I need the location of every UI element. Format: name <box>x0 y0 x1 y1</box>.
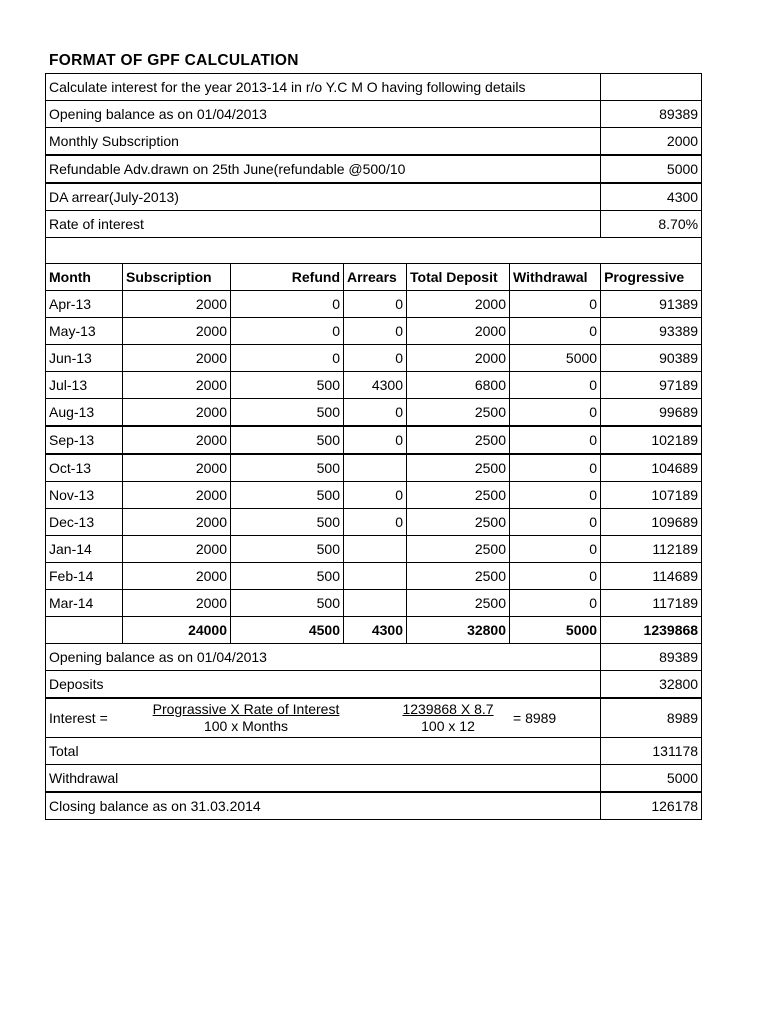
cell-progressive: 117189 <box>601 590 702 617</box>
cell-arrears: 0 <box>344 399 407 427</box>
cell-refund: 500 <box>231 536 344 563</box>
cell-refund: 500 <box>231 509 344 536</box>
cell-withdrawal: 0 <box>510 426 601 454</box>
totals-deposit: 32800 <box>407 617 510 644</box>
cell-progressive: 102189 <box>601 426 702 454</box>
cell-arrears <box>344 454 407 482</box>
cell-month: Feb-14 <box>46 563 123 590</box>
cell-month: Nov-13 <box>46 482 123 509</box>
totals-withdrawal: 5000 <box>510 617 601 644</box>
cell-progressive: 112189 <box>601 536 702 563</box>
cell-subscription: 2000 <box>123 482 231 509</box>
details-row <box>46 211 702 238</box>
details-label: Calculate interest for the year 2013-14 in r/o Y.C M O having following details <box>46 74 601 101</box>
interest-label: Interest = <box>49 710 108 726</box>
cell-refund: 500 <box>231 399 344 427</box>
totals-cell-month <box>46 617 123 644</box>
details-section <box>46 74 702 291</box>
header-month: Month <box>46 264 123 291</box>
summary-label: Deposits <box>46 671 601 699</box>
cell-progressive: 114689 <box>601 563 702 590</box>
cell-refund: 500 <box>231 372 344 399</box>
cell-total-deposit: 2500 <box>407 399 510 427</box>
details-label: Rate of interest <box>46 211 601 238</box>
table-row <box>46 590 702 617</box>
interest-formula-cell <box>46 698 601 738</box>
cell-arrears: 0 <box>344 318 407 345</box>
cell-arrears <box>344 590 407 617</box>
cell-arrears: 0 <box>344 345 407 372</box>
details-row <box>46 101 702 128</box>
table-row <box>46 536 702 563</box>
summary-value: 32800 <box>601 671 702 699</box>
cell-month: Dec-13 <box>46 509 123 536</box>
header-refund: Refund <box>231 264 344 291</box>
cell-refund: 500 <box>231 426 344 454</box>
cell-total-deposit: 2000 <box>407 318 510 345</box>
cell-subscription: 2000 <box>123 426 231 454</box>
cell-withdrawal: 0 <box>510 563 601 590</box>
cell-progressive: 107189 <box>601 482 702 509</box>
cell-withdrawal: 0 <box>510 399 601 427</box>
cell-month: Aug-13 <box>46 399 123 427</box>
totals-refund: 4500 <box>231 617 344 644</box>
cell-month: Jan-14 <box>46 536 123 563</box>
cell-subscription: 2000 <box>123 399 231 427</box>
details-value <box>601 74 702 101</box>
details-value: 2000 <box>601 128 702 156</box>
formula-denominator: 100 x Months <box>203 718 289 734</box>
calc-denominator: 100 x 12 <box>421 718 475 734</box>
table-row <box>46 399 702 427</box>
cell-arrears <box>344 536 407 563</box>
summary-row-closing <box>46 792 702 820</box>
cell-total-deposit: 2500 <box>407 454 510 482</box>
summary-value: 5000 <box>601 765 702 793</box>
calc-fraction <box>391 701 505 735</box>
spacer-row <box>46 238 702 264</box>
header-row <box>46 264 702 291</box>
details-label: Monthly Subscription <box>46 128 601 156</box>
cell-month: Mar-14 <box>46 590 123 617</box>
cell-total-deposit: 2500 <box>407 426 510 454</box>
spacer-cell <box>46 238 702 264</box>
cell-progressive: 109689 <box>601 509 702 536</box>
details-value: 4300 <box>601 183 702 211</box>
details-value: 89389 <box>601 101 702 128</box>
cell-subscription: 2000 <box>123 318 231 345</box>
cell-subscription: 2000 <box>123 536 231 563</box>
cell-withdrawal: 0 <box>510 318 601 345</box>
cell-arrears <box>344 563 407 590</box>
totals-progressive: 1239868 <box>601 617 702 644</box>
details-row <box>46 128 702 156</box>
cell-month: Jun-13 <box>46 345 123 372</box>
calc-result: = 8989 <box>513 710 557 726</box>
table-row <box>46 318 702 345</box>
cell-subscription: 2000 <box>123 454 231 482</box>
cell-refund: 500 <box>231 563 344 590</box>
summary-value: 89389 <box>601 644 702 671</box>
cell-subscription: 2000 <box>123 590 231 617</box>
cell-total-deposit: 2500 <box>407 590 510 617</box>
totals-subscription: 24000 <box>123 617 231 644</box>
cell-withdrawal: 0 <box>510 590 601 617</box>
table-row <box>46 509 702 536</box>
cell-arrears: 0 <box>344 509 407 536</box>
cell-withdrawal: 0 <box>510 372 601 399</box>
table-row <box>46 291 702 318</box>
calc-numerator: 1239868 X 8.7 <box>402 701 494 717</box>
table-row <box>46 482 702 509</box>
cell-progressive: 90389 <box>601 345 702 372</box>
cell-progressive: 91389 <box>601 291 702 318</box>
summary-row-deposits <box>46 671 702 699</box>
cell-progressive: 104689 <box>601 454 702 482</box>
summary-label: Closing balance as on 31.03.2014 <box>46 792 601 820</box>
cell-withdrawal: 0 <box>510 482 601 509</box>
cell-subscription: 2000 <box>123 509 231 536</box>
formula-numerator: Prograssive X Rate of Interest <box>152 701 340 717</box>
cell-total-deposit: 2500 <box>407 563 510 590</box>
cell-withdrawal: 0 <box>510 454 601 482</box>
cell-refund: 500 <box>231 482 344 509</box>
cell-total-deposit: 2500 <box>407 509 510 536</box>
summary-value: 131178 <box>601 738 702 765</box>
table-row <box>46 563 702 590</box>
cell-refund: 0 <box>231 318 344 345</box>
summary-label: Withdrawal <box>46 765 601 793</box>
cell-total-deposit: 2000 <box>407 345 510 372</box>
header-progressive: Progressive <box>601 264 702 291</box>
formula-fraction <box>141 701 351 735</box>
summary-row-withdrawal <box>46 765 702 793</box>
details-label: DA arrear(July-2013) <box>46 183 601 211</box>
cell-progressive: 97189 <box>601 372 702 399</box>
table-row <box>46 454 702 482</box>
totals-row <box>46 617 702 644</box>
details-value: 5000 <box>601 155 702 183</box>
cell-progressive: 93389 <box>601 318 702 345</box>
summary-label: Total <box>46 738 601 765</box>
cell-withdrawal: 0 <box>510 536 601 563</box>
summary-row-interest <box>46 698 702 738</box>
table-row <box>46 372 702 399</box>
cell-progressive: 99689 <box>601 399 702 427</box>
summary-section <box>46 617 702 820</box>
cell-refund: 0 <box>231 291 344 318</box>
details-value: 8.70% <box>601 211 702 238</box>
details-row <box>46 74 702 101</box>
header-arrears: Arrears <box>344 264 407 291</box>
cell-subscription: 2000 <box>123 345 231 372</box>
cell-arrears: 0 <box>344 482 407 509</box>
cell-month: Oct-13 <box>46 454 123 482</box>
cell-withdrawal: 0 <box>510 291 601 318</box>
gpf-calculation-table <box>45 73 702 820</box>
cell-month: Jul-13 <box>46 372 123 399</box>
cell-subscription: 2000 <box>123 372 231 399</box>
cell-month: May-13 <box>46 318 123 345</box>
summary-value: 126178 <box>601 792 702 820</box>
cell-arrears: 0 <box>344 291 407 318</box>
header-withdrawal: Withdrawal <box>510 264 601 291</box>
interest-formula <box>49 701 597 735</box>
details-row <box>46 155 702 183</box>
cell-total-deposit: 2500 <box>407 482 510 509</box>
cell-refund: 500 <box>231 454 344 482</box>
cell-arrears: 4300 <box>344 372 407 399</box>
monthly-rows <box>46 291 702 617</box>
cell-refund: 0 <box>231 345 344 372</box>
page-title: FORMAT OF GPF CALCULATION <box>49 52 299 69</box>
cell-refund: 500 <box>231 590 344 617</box>
details-label: Opening balance as on 01/04/2013 <box>46 101 601 128</box>
summary-row-opening <box>46 644 702 671</box>
details-label: Refundable Adv.drawn on 25th June(refundable @500/10 <box>46 155 601 183</box>
cell-subscription: 2000 <box>123 291 231 318</box>
cell-total-deposit: 6800 <box>407 372 510 399</box>
cell-total-deposit: 2000 <box>407 291 510 318</box>
header-total-deposit: Total Deposit <box>407 264 510 291</box>
table-row <box>46 426 702 454</box>
summary-value: 8989 <box>601 698 702 738</box>
cell-withdrawal: 5000 <box>510 345 601 372</box>
table-row <box>46 345 702 372</box>
header-subscription: Subscription <box>123 264 231 291</box>
cell-month: Sep-13 <box>46 426 123 454</box>
details-row <box>46 183 702 211</box>
cell-subscription: 2000 <box>123 563 231 590</box>
cell-arrears: 0 <box>344 426 407 454</box>
totals-arrears: 4300 <box>344 617 407 644</box>
cell-withdrawal: 0 <box>510 509 601 536</box>
summary-label: Opening balance as on 01/04/2013 <box>46 644 601 671</box>
cell-month: Apr-13 <box>46 291 123 318</box>
summary-row-total <box>46 738 702 765</box>
cell-total-deposit: 2500 <box>407 536 510 563</box>
